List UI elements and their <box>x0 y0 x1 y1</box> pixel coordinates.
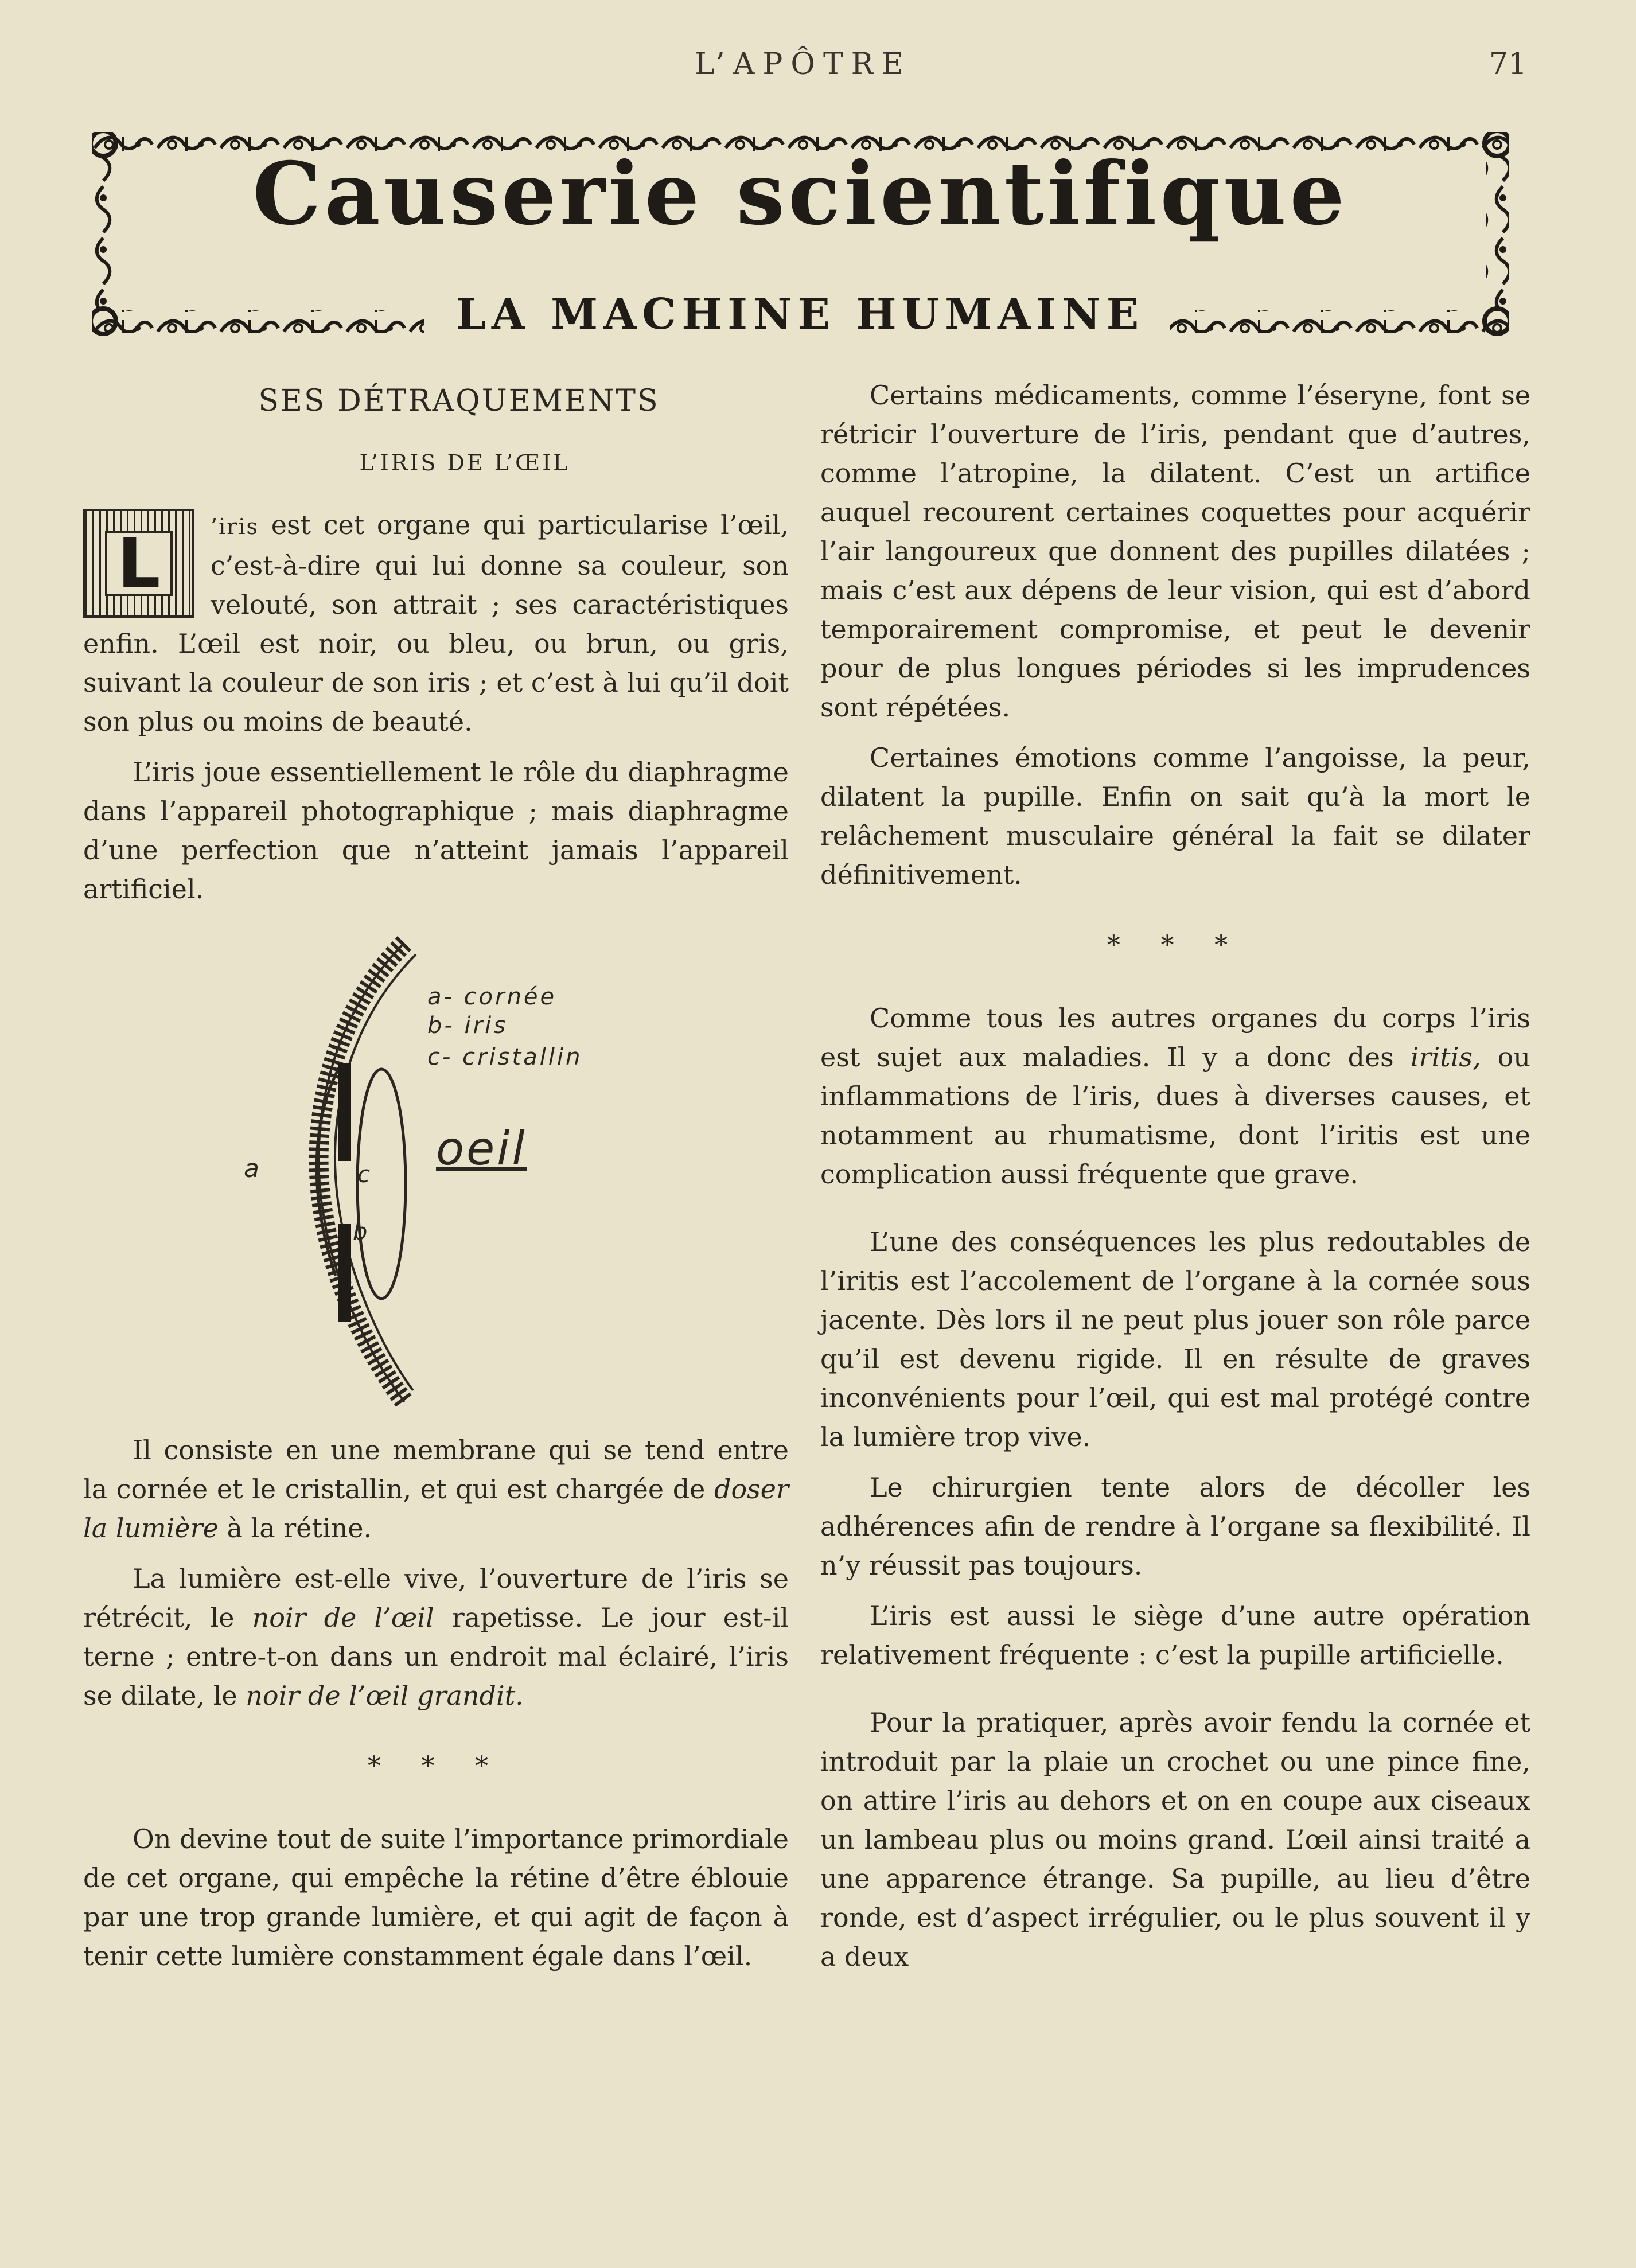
banner-subtitle-text: LA MACHINE HUMAINE <box>447 290 1154 339</box>
running-title: L’APÔTRE <box>695 47 912 81</box>
section-title: SES DÉTRAQUEMENTS <box>258 384 660 418</box>
legend-lens: c- cristallin <box>427 1044 583 1070</box>
header-banner <box>92 132 1509 350</box>
paragraph-diseases <box>820 999 1530 1194</box>
eye-diagram <box>83 920 789 1431</box>
label-lens: c <box>357 1162 372 1188</box>
dropcap-inner <box>105 524 173 603</box>
section-break-left: * * * <box>367 1750 505 1781</box>
section-break-right: * * * <box>1107 929 1244 960</box>
light-text-a: La lumière est-elle vive, l’ouverture de l’iris se rétrécit, le <box>83 1563 789 1633</box>
legend-iris: b- iris <box>427 1012 508 1039</box>
paragraph-procedure: Pour la pratiquer, après avoir fendu la cornée et introduit par la plaie un crochet ou une pince fine, on attire l’iris au dehors et on en coupe aux ciseaux un lambeau plus ou moins grand. L’œil ainsi traité a une apparence étrange. Sa pupille, au lieu d’être ronde, est d’aspect irrégulier, ou le plus souvent il y a deux <box>820 1707 1530 1972</box>
diseases-text-a: Comme tous les autres organes du corps l’iris est sujet aux maladies. Il y a donc des <box>820 1003 1530 1073</box>
page-number: 71 <box>1489 47 1527 81</box>
diseases-text-b: ou inflammations de l’iris, dues à diverses causes, et notamment au rhumatisme, dont l’iritis est une complication aussi fréquente que grave. <box>820 1042 1531 1190</box>
paragraph-diaphragm: L’iris joue essentiellement le rôle du diaphragme dans l’appareil photographique ; mais diaphragme d’une perfection que n’atteint jamais l’appareil artificiel. <box>83 757 789 905</box>
paragraph-surgeon: Le chirurgien tente alors de décoller les adhérences afin de rendre à l’organe sa flexibilité. Il n’y réussit pas toujours. <box>820 1472 1530 1581</box>
dropcap-ornament-icon <box>83 509 194 618</box>
label-cornea: a <box>244 1154 262 1183</box>
paragraph-importance: On devine tout de suite l’importance primordiale de cet organe, qui empêche la rétine d’être éblouie par une trop grande lumière, et qui agit de façon à tenir cette lumière constamment égale dans l’œil. <box>83 1823 789 1971</box>
light-italic-2: noir de l’œil grandit. <box>246 1680 524 1711</box>
banner-title: Causerie scientifique <box>252 143 1348 244</box>
paragraph-consequences: L’une des conséquences les plus redoutables de l’iritis est l’accolement de l’organe à la cornée sous jacente. Dès lors il ne peut plus jouer son rôle parce qu’il est devenu rigide. Il en résulte de graves inconvénients pour l’œil, qui est mal protégé contre la lumière trop vive. <box>820 1226 1530 1452</box>
legend-cornea: a- cornée <box>427 984 557 1010</box>
paragraph-emotions: Certaines émotions comme l’angoisse, la peur, dilatent la pupille. Enfin on sait qu’à la mort le relâchement musculaire général la fait se dilater définitivement. <box>820 742 1530 890</box>
intro-text: est cet organe qui particularise l’œil, c’est-à-dire qui lui donne sa couleur, son velouté, son attrait ; ses caractéristiques enfin. L’œil est noir, ou bleu, ou brun, ou gris, suivant la couleur de son iris ; et c’est à lui qu’il doit son plus ou moins de beauté. <box>83 509 789 737</box>
subsection-title: L’IRIS DE L’ŒIL <box>359 450 570 476</box>
membrane-end: à la rétine. <box>218 1513 372 1544</box>
paragraph-membrane <box>83 1431 789 1548</box>
dropcap-letter: L <box>117 524 161 603</box>
banner-subtitle <box>92 290 1509 339</box>
membrane-text: Il consiste en une membrane qui se tend entre la cornée et le cristallin, et qui est chargée de <box>83 1435 789 1505</box>
light-italic-1: noir de l’œil <box>252 1602 434 1633</box>
label-eye-word: oeil <box>436 1122 527 1175</box>
light-text-b: rapetisse. Le jour est-il terne ; entre-t-on dans un endroit mal éclairé, l’iris se dilate, le <box>83 1602 789 1711</box>
paragraph-medications: Certains médicaments, comme l’éseryne, font se rétricir l’ouverture de l’iris, pendant que d’autres, comme l’atropine, la dilatent. C’est un artifice auquel recourent certaines coquettes pour acquérir l’air langoureux que donnent des pupilles dilatées ; mais c’est aux dépens de leur vision, qui est d’abord temporairement compromise, et peut le devenir pour de plus longues périodes si les imprudences sont répétées. <box>820 380 1530 723</box>
diseases-italic: iritis, <box>1410 1042 1481 1073</box>
intro-smallcaps: ’iris <box>211 514 259 539</box>
paragraph-artificial-pupil: L’iris est aussi le siège d’une autre opération relativement fréquente : c’est la pupille artificielle. <box>820 1600 1530 1670</box>
membrane-italic: doser la lumière <box>83 1474 789 1544</box>
label-iris: b <box>353 1219 370 1245</box>
paragraph-light <box>83 1559 789 1715</box>
right-column <box>820 376 1530 1988</box>
opening-paragraph-wrap <box>83 505 789 741</box>
left-column <box>83 376 789 1987</box>
